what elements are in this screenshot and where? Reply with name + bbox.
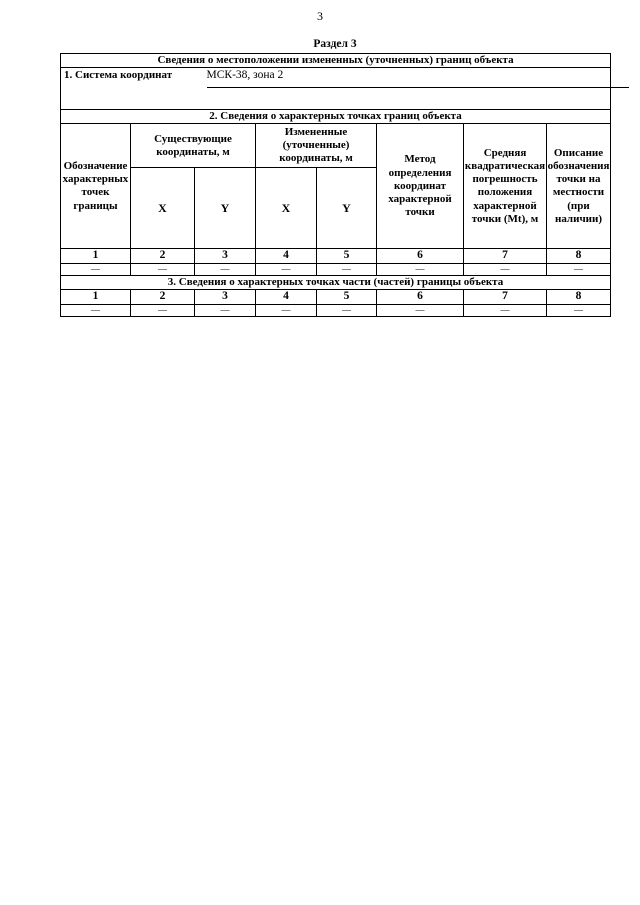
column-number: 3 bbox=[195, 249, 256, 264]
column-number: 3 bbox=[195, 290, 256, 305]
empty-cell: — bbox=[195, 305, 256, 317]
empty-cell: — bbox=[195, 264, 256, 276]
column-number: 4 bbox=[256, 249, 317, 264]
part-points-header: 3. Сведения о характерных точках части (частей) границы объекта bbox=[61, 276, 611, 290]
column-number: 8 bbox=[547, 290, 611, 305]
empty-cell: — bbox=[547, 305, 611, 317]
empty-cell: — bbox=[131, 305, 195, 317]
empty-cell: — bbox=[317, 264, 377, 276]
empty-cell: — bbox=[256, 264, 317, 276]
page-number: 3 bbox=[317, 9, 323, 23]
column-number: 7 bbox=[464, 290, 547, 305]
empty-cell: — bbox=[61, 305, 131, 317]
changed-x: X bbox=[256, 168, 317, 249]
location-header: Сведения о местоположении измененных (уточненных) границ объекта bbox=[61, 54, 611, 68]
column-number: 5 bbox=[317, 249, 377, 264]
empty-cell: — bbox=[464, 264, 547, 276]
part-column-numbers-row bbox=[61, 290, 611, 305]
coord-system-value: МСК-38, зона 2 bbox=[206, 69, 284, 82]
col-method: Метод определения координат характерной точки bbox=[377, 124, 464, 249]
column-number: 5 bbox=[317, 290, 377, 305]
coord-underline bbox=[207, 87, 629, 88]
coord-system-cell bbox=[195, 68, 611, 110]
existing-y: Y bbox=[195, 168, 256, 249]
empty-cell: — bbox=[317, 305, 377, 317]
col-description: Описание обозначения точки на местности (при наличии) bbox=[547, 124, 611, 249]
empty-cell: — bbox=[547, 264, 611, 276]
existing-x: X bbox=[131, 168, 195, 249]
empty-cell: — bbox=[464, 305, 547, 317]
coord-system-label: 1. Система координат bbox=[61, 68, 195, 110]
empty-cell: — bbox=[131, 264, 195, 276]
changed-y: Y bbox=[317, 168, 377, 249]
column-number: 4 bbox=[256, 290, 317, 305]
boundary-table bbox=[60, 53, 611, 317]
column-number: 1 bbox=[61, 290, 131, 305]
column-number: 2 bbox=[131, 290, 195, 305]
column-number: 8 bbox=[547, 249, 611, 264]
col-existing: Существующие координаты, м bbox=[131, 124, 256, 168]
empty-cell: — bbox=[256, 305, 317, 317]
column-number: 6 bbox=[377, 249, 464, 264]
empty-cell: — bbox=[377, 305, 464, 317]
col-designation: Обозначение характерных точек границы bbox=[61, 124, 131, 249]
column-number: 1 bbox=[61, 249, 131, 264]
empty-cell: — bbox=[377, 264, 464, 276]
column-number: 7 bbox=[464, 249, 547, 264]
section-title: Раздел 3 bbox=[313, 38, 357, 50]
char-points-header: 2. Сведения о характерных точках границ объекта bbox=[61, 110, 611, 124]
col-error: Средняя квадратическая погрешность положения характерной точки (Mt), м bbox=[464, 124, 547, 249]
column-numbers-row bbox=[61, 249, 611, 264]
empty-cell: — bbox=[61, 264, 131, 276]
column-number: 6 bbox=[377, 290, 464, 305]
part-empty-row bbox=[61, 305, 611, 317]
empty-data-row bbox=[61, 264, 611, 276]
col-changed: Измененные (уточненные) координаты, м bbox=[256, 124, 377, 168]
column-number: 2 bbox=[131, 249, 195, 264]
